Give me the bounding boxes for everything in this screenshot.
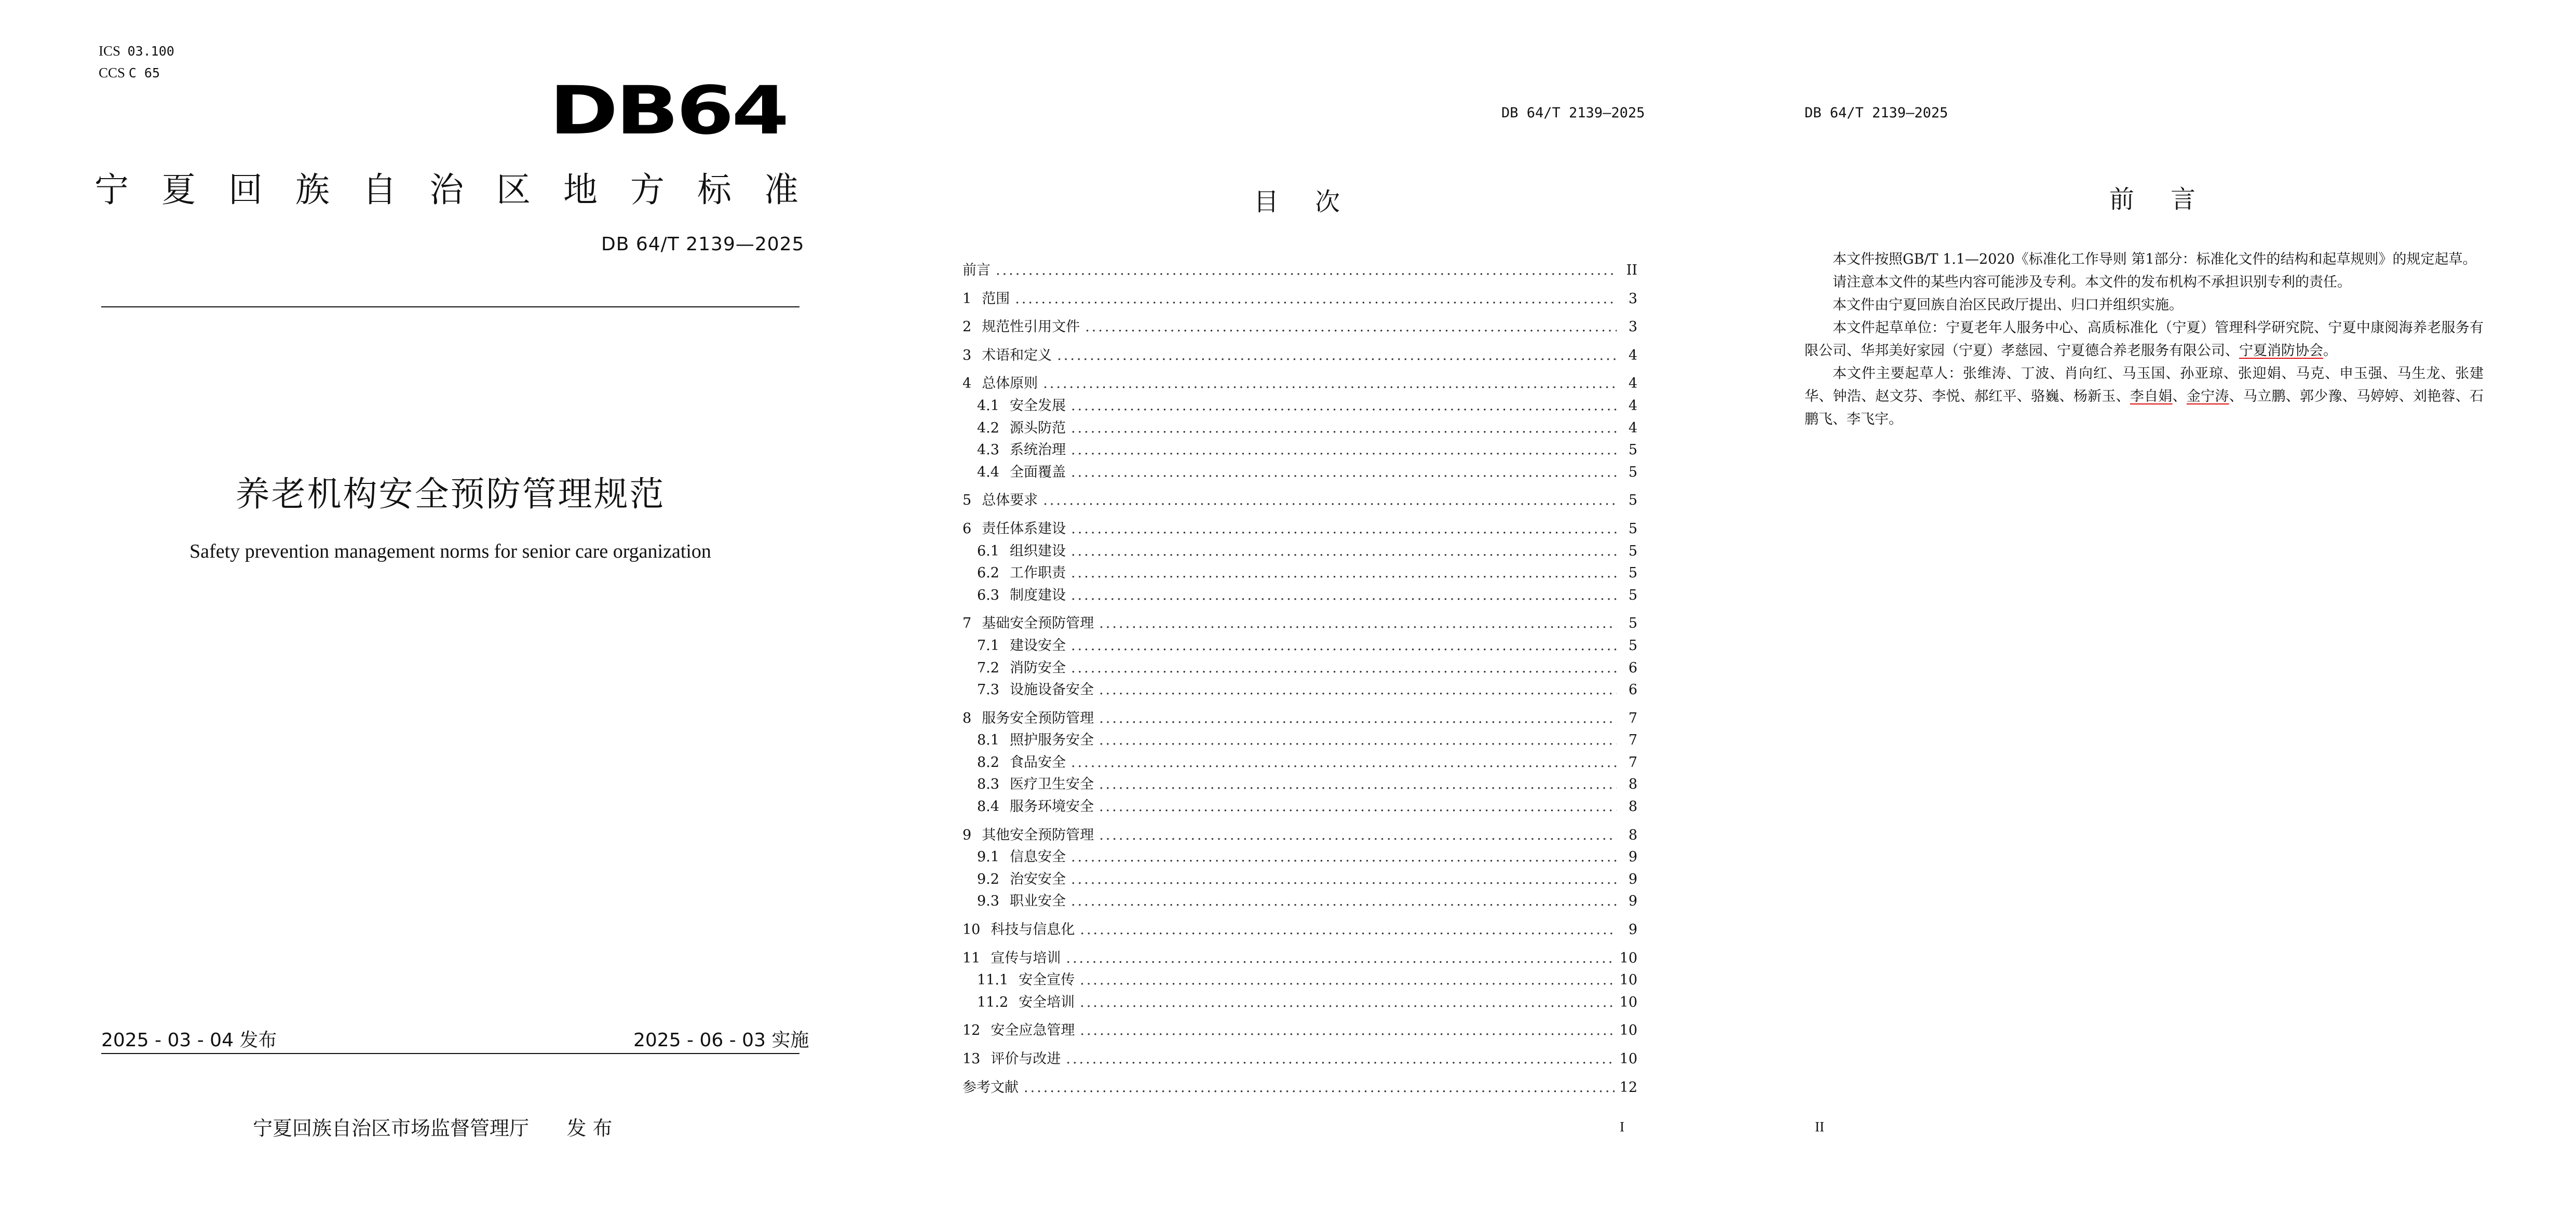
- db64-logo: DB64: [549, 72, 787, 150]
- cover-title-cn: 养老机构安全预防管理规范: [235, 474, 666, 514]
- toc-entry[interactable]: [962, 869, 1637, 891]
- foreword-paragraph-3: 本文件由宁夏回族自治区民政厅提出、归口并组织实施。: [1833, 297, 2183, 313]
- toc-entry-label: 范围: [982, 290, 1010, 307]
- toc-page-folio: I: [1620, 1119, 1624, 1135]
- toc-leader-dots: [1066, 948, 1614, 970]
- toc-leader-dots: [1071, 635, 1617, 657]
- toc-entry-label: 安全应急管理: [991, 1022, 1075, 1039]
- toc-entry-page: 9: [1628, 871, 1637, 887]
- drafters-text-end: 、马立鹏、郭少豫、马婷婷、刘艳蓉、石鹏飞、李飞宇。: [1805, 388, 2484, 427]
- toc-entry-page: 5: [1628, 543, 1637, 559]
- toc-entry-page: 10: [1619, 950, 1637, 966]
- toc-entry-number: 8.4: [977, 799, 999, 815]
- toc-entry-number: 11.1: [977, 972, 1009, 989]
- toc-entry-label: 评价与改进: [991, 1051, 1061, 1067]
- foreword-page-folio: II: [1815, 1119, 1824, 1135]
- toc-heading: 目次: [1254, 187, 1377, 217]
- toc-entry-label: 科技与信息化: [991, 922, 1075, 938]
- toc-entry-page: 10: [1619, 1022, 1637, 1039]
- toc-leader-dots: [1071, 541, 1617, 563]
- foreword-heading: 前言: [2109, 185, 2232, 214]
- toc-entry-number: 6.1: [977, 543, 999, 559]
- toc-leader-dots: [1071, 752, 1617, 774]
- toc-entry-number: 2: [962, 319, 972, 335]
- toc-entry-page: 8: [1628, 799, 1637, 815]
- cover-bottom-rule: [101, 1053, 799, 1054]
- toc-entry-label: 安全发展: [1009, 397, 1066, 414]
- toc-entry-label: 医疗卫生安全: [1009, 776, 1094, 793]
- toc-entry-page: 3: [1628, 290, 1637, 307]
- toc-entry-label: 制度建设: [1009, 587, 1066, 603]
- ics-code: 03.100: [127, 44, 174, 59]
- toc-entry-label: 总体要求: [982, 492, 1038, 509]
- toc-entry-number: 9.3: [977, 893, 999, 910]
- toc-leader-dots: [1066, 1048, 1614, 1071]
- toc-entry[interactable]: [962, 752, 1637, 774]
- toc-entry-label: 宣传与培训: [991, 950, 1061, 966]
- toc-entry[interactable]: [962, 796, 1637, 818]
- toc-entry[interactable]: [962, 679, 1637, 701]
- toc-leader-dots: [1099, 796, 1617, 818]
- toc-leader-dots: [1099, 708, 1617, 730]
- toc-entry-number: 8: [962, 710, 972, 726]
- toc-entry[interactable]: [962, 260, 1637, 282]
- foreword-paragraph-1: 本文件按照GB/T 1.1—2020《标准化工作导则 第1部分：标准化文件的结构和起草规则》的规定起草。: [1833, 251, 2477, 267]
- foreword-page-header: DB 64/T 2139—2025: [1805, 105, 1948, 121]
- toc-entry-page: 6: [1628, 682, 1637, 698]
- toc-entry-number: 9: [962, 827, 972, 843]
- cover-top-rule: [101, 306, 799, 307]
- toc-entry-number: 7: [962, 615, 972, 632]
- toc-entry[interactable]: [962, 288, 1637, 310]
- toc-entry[interactable]: [962, 395, 1637, 417]
- toc-entry-label: 组织建设: [1009, 543, 1066, 559]
- spellcheck-flagged-name-2: 金宁涛: [2186, 388, 2229, 404]
- implement-date: 2025 - 06 - 03 实施: [633, 1030, 809, 1051]
- toc-entry-number: 8.3: [977, 776, 999, 793]
- toc-entry-number: 9.1: [977, 849, 999, 866]
- toc-entry[interactable]: [962, 562, 1637, 585]
- ics-line: [99, 40, 174, 62]
- issuing-authority: 宁夏回族自治区市场监督管理厅 发 布: [253, 1117, 613, 1140]
- toc-entry-page: 7: [1628, 732, 1637, 749]
- publish-date: 2025 - 03 - 04 发布: [101, 1030, 277, 1051]
- toc-entry-page: 9: [1628, 893, 1637, 910]
- spellcheck-flagged-unit: 宁夏消防协会: [2239, 343, 2323, 359]
- toc-entry-number: 8.1: [977, 732, 999, 749]
- toc-entry[interactable]: [962, 969, 1637, 992]
- toc-entry-label: 工作职责: [1009, 565, 1066, 582]
- toc-entry-number: 7.1: [977, 637, 999, 654]
- toc-leader-dots: [1099, 774, 1617, 796]
- toc-entry-page: 10: [1619, 994, 1637, 1010]
- toc-entry[interactable]: [962, 490, 1637, 512]
- toc-entry-number: 5: [962, 492, 972, 509]
- toc-leader-dots: [1080, 992, 1615, 1014]
- toc-leader-dots: [1015, 288, 1617, 310]
- cover-title-en: Safety prevention management norms for senior care organization: [189, 541, 711, 562]
- toc-entry[interactable]: [962, 373, 1637, 395]
- toc-leader-dots: [1099, 825, 1617, 847]
- toc-leader-dots: [1071, 869, 1617, 891]
- toc-entry-label: 系统治理: [1009, 442, 1066, 458]
- toc-entry-label: 职业安全: [1009, 893, 1066, 910]
- toc-entry-page: II: [1626, 262, 1637, 278]
- toc-entry-label: 安全培训: [1019, 994, 1075, 1010]
- toc-leader-dots: [1057, 345, 1617, 367]
- drafters-text: 本文件主要起草人：张维涛、丁波、肖向红、马玉国、孙亚琼、张迎娟、马克、申玉强、马生龙、张建华、钟浩、赵文芬、李悦、郝红平、骆巍、杨新玉、: [1805, 366, 2484, 404]
- toc-entry-label: 总体原则: [982, 375, 1038, 392]
- drafting-units-end: 。: [2323, 343, 2337, 359]
- toc-leader-dots: [996, 260, 1617, 282]
- toc-leader-dots: [1071, 585, 1617, 607]
- toc-entry[interactable]: [962, 890, 1637, 913]
- toc-entry[interactable]: [962, 825, 1637, 847]
- drafters-sep: 、: [2172, 388, 2187, 404]
- toc-leader-dots: [1085, 316, 1617, 339]
- toc-entry-page: 6: [1628, 659, 1637, 676]
- toc-entry-number: 12: [962, 1022, 981, 1039]
- toc-entry-number: 11: [962, 950, 981, 966]
- toc-entry-page: 8: [1628, 827, 1637, 843]
- toc-entry-page: 4: [1628, 375, 1637, 392]
- toc-entry-label: 责任体系建设: [982, 520, 1066, 537]
- toc-entry[interactable]: [962, 635, 1637, 657]
- toc-entry-label: 服务环境安全: [1009, 799, 1094, 815]
- toc-entry-page: 7: [1628, 710, 1637, 726]
- toc-entry[interactable]: [962, 518, 1637, 541]
- toc-leader-dots: [1071, 518, 1617, 541]
- ccs-line: [99, 62, 160, 84]
- toc-leader-dots: [1071, 657, 1617, 680]
- toc-entry[interactable]: [962, 948, 1637, 970]
- toc-entry[interactable]: [962, 585, 1637, 607]
- toc-entry-label: 服务安全预防管理: [982, 710, 1094, 726]
- toc-entry[interactable]: [962, 345, 1637, 367]
- spellcheck-flagged-name-1: 李自娟: [2130, 388, 2173, 404]
- toc-entry-page: 12: [1619, 1079, 1637, 1096]
- toc-entry-label: 前言: [962, 262, 991, 278]
- toc-entry-page: 10: [1619, 972, 1637, 989]
- standard-number: DB 64/T 2139—2025: [601, 234, 805, 255]
- toc-entry[interactable]: [962, 919, 1637, 941]
- toc-entry-label: 全面覆盖: [1009, 464, 1066, 480]
- toc-entry-number: 8.2: [977, 754, 999, 771]
- toc-leader-dots: [1099, 679, 1617, 701]
- foreword-body: [1805, 248, 2484, 431]
- toc-entry[interactable]: [962, 1048, 1637, 1071]
- toc-entry-page: 5: [1628, 520, 1637, 537]
- toc-entry-page: 4: [1628, 420, 1637, 436]
- cover-page: [0, 0, 831, 1215]
- toc-entry-number: 10: [962, 922, 981, 938]
- toc-entry-label: 治安安全: [1009, 871, 1066, 887]
- toc-entry-label: 建设安全: [1009, 637, 1066, 654]
- toc-entry-number: 7.3: [977, 682, 999, 698]
- toc-leader-dots: [1080, 1020, 1614, 1042]
- foreword-paragraph-2: 请注意本文件的某些内容可能涉及专利。本文件的发布机构不承担识别专利的责任。: [1833, 274, 2351, 290]
- toc-entry-page: 5: [1628, 587, 1637, 603]
- toc-entry-label: 食品安全: [1009, 754, 1066, 771]
- toc-leader-dots: [1099, 730, 1617, 752]
- toc-entry-label: 其他安全预防管理: [982, 827, 1094, 843]
- toc-entry-number: 6.2: [977, 565, 999, 582]
- toc-entry-page: 5: [1628, 464, 1637, 480]
- foreword-paragraph-4: [1805, 317, 2484, 362]
- toc-entry-number: 6.3: [977, 587, 999, 603]
- toc-entry-page: 4: [1628, 397, 1637, 414]
- toc-entry-label: 术语和定义: [982, 347, 1052, 363]
- toc-entry-label: 安全宣传: [1019, 972, 1075, 989]
- toc-list: [962, 260, 1637, 1099]
- toc-entry-page: 5: [1628, 492, 1637, 509]
- toc-leader-dots: [1024, 1077, 1615, 1099]
- toc-entry[interactable]: [962, 417, 1637, 440]
- ccs-label: CCS: [99, 65, 126, 80]
- toc-entry-number: 7.2: [977, 659, 999, 676]
- toc-entry[interactable]: [962, 1077, 1637, 1099]
- ccs-code: C 65: [128, 65, 160, 80]
- toc-leader-dots: [1080, 969, 1615, 992]
- toc-entry-number: 11.2: [977, 994, 1009, 1010]
- toc-entry-page: 8: [1628, 776, 1637, 793]
- toc-entry[interactable]: [962, 708, 1637, 730]
- toc-entry-label: 源头防范: [1009, 420, 1066, 436]
- foreword-paragraph-5: [1805, 362, 2484, 431]
- toc-leader-dots: [1071, 417, 1617, 440]
- toc-entry-page: 3: [1628, 319, 1637, 335]
- toc-entry-page: 9: [1628, 922, 1637, 938]
- toc-entry-label: 基础安全预防管理: [982, 615, 1094, 632]
- toc-leader-dots: [1071, 395, 1617, 417]
- ics-label: ICS: [99, 43, 121, 59]
- toc-leader-dots: [1071, 439, 1617, 462]
- toc-entry-number: 13: [962, 1051, 981, 1067]
- toc-entry[interactable]: [962, 846, 1637, 869]
- toc-entry-page: 7: [1628, 754, 1637, 771]
- toc-entry[interactable]: [962, 462, 1637, 484]
- toc-entry-number: 3: [962, 347, 972, 363]
- toc-entry-page: 10: [1619, 1051, 1637, 1067]
- toc-entry-number: 4.1: [977, 397, 999, 414]
- toc-entry-page: 5: [1628, 637, 1637, 654]
- toc-entry-page: 5: [1628, 442, 1637, 458]
- toc-entry-page: 4: [1628, 347, 1637, 363]
- toc-page-header: DB 64/T 2139—2025: [1501, 105, 1645, 121]
- toc-entry-label: 消防安全: [1009, 659, 1066, 676]
- toc-entry-label: 参考文献: [962, 1079, 1019, 1096]
- toc-entry[interactable]: [962, 1020, 1637, 1042]
- toc-entry[interactable]: [962, 992, 1637, 1014]
- toc-entry-label: 规范性引用文件: [982, 319, 1080, 335]
- toc-entry-number: 4.4: [977, 464, 999, 480]
- toc-leader-dots: [1043, 373, 1617, 395]
- toc-leader-dots: [1071, 846, 1617, 869]
- toc-entry[interactable]: [962, 774, 1637, 796]
- foreword-page: [1765, 0, 2576, 1215]
- toc-entry-label: 信息安全: [1009, 849, 1066, 866]
- toc-entry-page: 9: [1628, 849, 1637, 866]
- toc-entry-number: 4.3: [977, 442, 999, 458]
- toc-entry-number: 6: [962, 520, 972, 537]
- toc-entry[interactable]: [962, 541, 1637, 563]
- toc-entry-number: 1: [962, 290, 972, 307]
- toc-leader-dots: [1071, 562, 1617, 585]
- toc-entry-label: 照护服务安全: [1009, 732, 1094, 749]
- toc-entry-number: 4.2: [977, 420, 999, 436]
- toc-entry-page: 5: [1628, 615, 1637, 632]
- toc-leader-dots: [1071, 890, 1617, 913]
- toc-leader-dots: [1099, 613, 1617, 635]
- toc-entry[interactable]: [962, 316, 1637, 339]
- toc-entry[interactable]: [962, 613, 1637, 635]
- toc-entry[interactable]: [962, 439, 1637, 462]
- toc-leader-dots: [1043, 490, 1617, 512]
- toc-leader-dots: [1080, 919, 1617, 941]
- toc-entry-label: 设施设备安全: [1009, 682, 1094, 698]
- standard-type-title: 宁夏回族自治区地方标准: [94, 170, 831, 210]
- toc-entry[interactable]: [962, 730, 1637, 752]
- drafting-units-text: 本文件起草单位：宁夏老年人服务中心、高质标准化（宁夏）管理科学研究院、宁夏中康阅海养老服务有限公司、华邦美好家园（宁夏）孝慈园、宁夏德合养老服务有限公司、: [1805, 320, 2484, 359]
- toc-leader-dots: [1071, 462, 1617, 484]
- toc-entry-number: 4: [962, 375, 972, 392]
- toc-entry[interactable]: [962, 657, 1637, 680]
- toc-entry-page: 5: [1628, 565, 1637, 582]
- toc-entry-number: 9.2: [977, 871, 999, 887]
